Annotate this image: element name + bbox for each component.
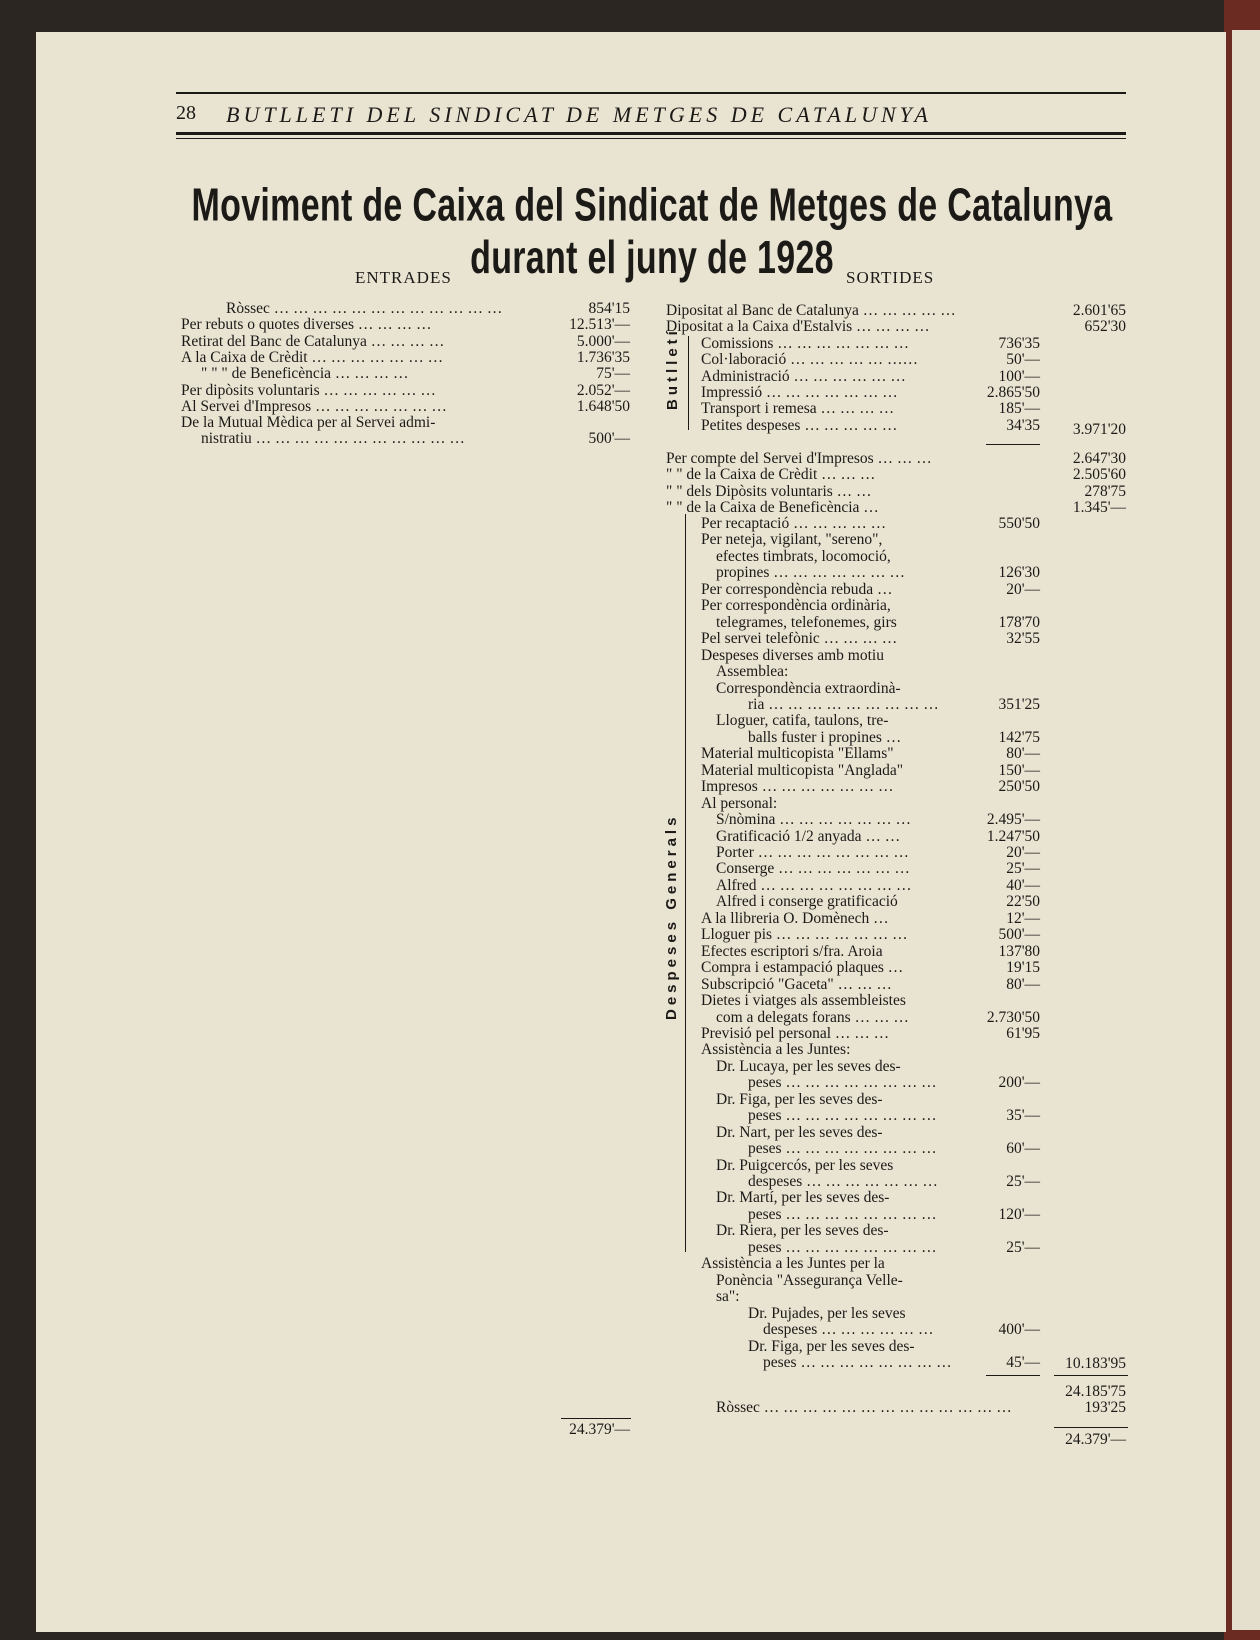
entrades-heading: ENTRADES — [355, 268, 452, 287]
generals-item-label: Dr. Riera, per les seves des- — [716, 1222, 889, 1240]
generals-item-label: peses … … … … … … … … — [748, 1140, 937, 1158]
butlleti-brace — [688, 336, 689, 430]
generals-item-label: Dr. Lucaya, per les seves des- — [716, 1057, 901, 1075]
generals-item-amount: 20'— — [1006, 844, 1040, 861]
generals-item-amount: 25'— — [1006, 1173, 1040, 1190]
generals-item-label: Previsió pel personal … … … — [701, 1024, 890, 1042]
entrades-total: 24.379'— — [569, 1421, 630, 1438]
generals-item-label: Assistència a les Juntes per la — [701, 1255, 885, 1273]
entrades-row-label: Retirat del Banc de Catalunya … … … … — [181, 332, 445, 350]
compte-row-label: " " de la Caixa de Beneficència … — [666, 498, 879, 516]
entrades-row-label: " " " de Beneficència … … … … — [201, 365, 409, 383]
generals-item-label: Gratificació 1/2 anyada … … — [716, 827, 901, 845]
generals-item-amount: 2.495'— — [986, 811, 1040, 829]
entrades-row-label: Al Servei d'Impresos … … … … … … … — [181, 397, 447, 415]
generals-item-label: Per neteja, vigilant, "sereno", — [701, 531, 883, 549]
generals-item-label: Material multicopista "Ellams" — [701, 745, 894, 763]
entrades-row-label: Per dipòsits voluntaris … … … … … … — [181, 381, 436, 399]
butlleti-item-label: Comissions … … … … … … … — [701, 335, 909, 352]
entrades-row-amount: 854'15 — [588, 300, 630, 317]
generals-item-amount: 80'— — [1006, 745, 1040, 763]
generals-item-label: Dr. Puigcercós, per les seves — [716, 1156, 894, 1174]
generals-sum-rule — [986, 1375, 1040, 1376]
generals-item-label: Dr. Figa, per les seves des- — [748, 1337, 915, 1355]
generals-item-amount: 12'— — [1006, 909, 1040, 927]
generals-item-label: Per recaptació … … … … … — [701, 515, 887, 532]
butlleti-item-amount: 50'— — [1006, 351, 1040, 369]
generals-item-label: peses … … … … … … … … — [748, 1074, 937, 1092]
generals-item-label: Ponència "Assegurança Velle- — [716, 1271, 903, 1289]
generals-item-label: telegrames, telefonemes, girs — [716, 613, 897, 631]
generals-brace — [685, 514, 686, 1252]
generals-item-amount: 25'— — [1006, 860, 1040, 878]
generals-item-label: Dietes i viatges als assembleistes — [701, 992, 906, 1010]
entrades-row-amount: 1.648'50 — [576, 397, 630, 415]
generals-item-label: Impresos … … … … … … … — [701, 778, 894, 796]
generals-item-amount: 20'— — [1006, 580, 1040, 598]
generals-item-label: ria … … … … … … … … … — [748, 695, 939, 713]
entrades-row-label: Per rebuts o quotes diverses … … … … — [181, 316, 432, 334]
generals-item-label: peses … … … … … … … … — [748, 1238, 937, 1256]
generals-item-label: S/nòmina … … … … … … … — [716, 811, 912, 829]
sortides-total: 24.379'— — [1065, 1431, 1126, 1448]
butlleti-item-amount: 736'35 — [998, 335, 1040, 352]
generals-item-amount: 22'50 — [1006, 893, 1040, 911]
sortides-subtotal: 24.185'75 — [1065, 1383, 1126, 1400]
page-number: 28 — [176, 102, 196, 124]
generals-item-label: Alfred i conserge gratificació — [716, 893, 898, 911]
generals-item-amount: 250'50 — [998, 778, 1040, 796]
sortides-heading: SORTIDES — [846, 268, 935, 287]
entrades-row-amount: 2.052'— — [576, 381, 630, 399]
generals-item-label: Compra i estampació plaques … — [701, 959, 904, 977]
generals-item-amount: 32'55 — [1006, 630, 1040, 648]
generals-item-amount: 500'— — [998, 926, 1040, 944]
generals-item-amount: 126'30 — [998, 564, 1040, 582]
compte-row-total: 2.647'30 — [1072, 450, 1126, 467]
generals-item-label: com a delegats forans … … … — [716, 1008, 909, 1026]
butlleti-item-label: Col·laboració … … … … … …… — [701, 351, 918, 369]
generals-item-amount: 400'— — [998, 1321, 1040, 1339]
sortides-row-label: Dipositat a la Caixa d'Estalvis … … … … — [666, 318, 930, 336]
generals-item-label: Dr. Martí, per les seves des- — [716, 1189, 890, 1207]
compte-row-total: 278'75 — [1084, 482, 1126, 500]
generals-item-label: Material multicopista "Anglada" — [701, 761, 904, 779]
generals-item-label: efectes timbrats, locomoció, — [716, 547, 891, 565]
generals-item-label: Porter … … … … … … … … — [716, 844, 909, 861]
subtotal-rule — [1054, 1375, 1128, 1376]
generals-item-label: Conserge … … … … … … … — [716, 860, 910, 878]
generals-item-amount: 137'80 — [998, 942, 1040, 960]
entrades-row-label: A la Caixa de Crèdit … … … … … … … — [181, 348, 444, 366]
journal-title: BUTLLETI DEL SINDICAT DE METGES DE CATALUNYA — [226, 102, 932, 127]
generals-item-amount: 351'25 — [998, 695, 1040, 713]
generals-item-label: Lloguer pis … … … … … … … — [701, 926, 908, 944]
generals-item-amount: 1.247'50 — [986, 827, 1040, 845]
generals-item-amount: 19'15 — [1006, 959, 1040, 977]
header-rule-bottom — [176, 132, 1126, 135]
generals-item-amount: 35'— — [1006, 1107, 1040, 1125]
generals-item-label: peses … … … … … … … … — [763, 1353, 952, 1371]
compte-row-total: 2.505'60 — [1072, 466, 1126, 484]
generals-item-label: Per correspondència rebuda … — [701, 580, 893, 598]
page-title: Moviment de Caixa del Sindicat de Metges de Catalunya durant el juny de 1928 — [191, 180, 1113, 284]
generals-item-label: Pel servei telefònic … … … … — [701, 630, 898, 648]
generals-item-label: propines … … … … … … … — [716, 564, 906, 582]
generals-item-label: sa": — [716, 1288, 740, 1306]
generals-item-label: Dr. Pujades, per les seves — [748, 1304, 906, 1322]
generals-item-amount: 2.730'50 — [986, 1008, 1040, 1026]
generals-item-label: Correspondència extraordinà- — [716, 679, 901, 697]
compte-row-total: 1.345'— — [1072, 498, 1126, 516]
entrades-row-label: De la Mutual Mèdica per al Servei admi- — [181, 414, 436, 432]
generals-item-label: Efectes escriptori s/fra. Aroia — [701, 942, 883, 960]
generals-item-label: Per correspondència ordinària, — [701, 597, 891, 615]
compte-row-label: Per compte del Servei d'Impresos … … … — [666, 450, 932, 467]
generals-item-amount: 61'95 — [1006, 1024, 1040, 1042]
butlleti-item-label: Transport i remesa … … … … — [701, 400, 895, 418]
sortides-row-total: 652'30 — [1084, 318, 1126, 336]
generals-item-amount: 200'— — [998, 1074, 1040, 1092]
generals-item-label: Assistència a les Juntes: — [701, 1041, 851, 1059]
generals-item-amount: 45'— — [1006, 1353, 1040, 1371]
generals-label: Despeses Generals — [663, 813, 680, 1020]
butlleti-item-label: Impressió … … … … … … … — [701, 383, 898, 401]
generals-item-amount: 178'70 — [998, 613, 1040, 631]
entrades-row-amount: 75'— — [596, 365, 630, 383]
generals-item-label: Dr. Figa, per les seves des- — [716, 1090, 883, 1108]
entrades-row-label: Ròssec … … … … … … … … … … … … — [226, 300, 503, 317]
generals-item-label: balls fuster i propines … — [748, 728, 902, 746]
generals-item-amount: 25'— — [1006, 1238, 1040, 1256]
header-rule-bottom-2 — [176, 138, 1126, 139]
rossec-amount: 193'25 — [1084, 1399, 1126, 1416]
facing-page-edge — [1232, 30, 1260, 1630]
butlleti-item-amount: 185'— — [998, 400, 1040, 418]
entrades-row-amount: 500'— — [588, 430, 630, 448]
generals-item-label: peses … … … … … … … … — [748, 1107, 937, 1125]
generals-item-amount: 40'— — [1006, 876, 1040, 894]
header-rule-top — [176, 92, 1126, 94]
rossec-label: Ròssec … … … … … … … … … … … … … — [716, 1399, 1012, 1416]
entrades-row-amount: 5.000'— — [576, 332, 630, 350]
butlleti-item-amount: 2.865'50 — [986, 383, 1040, 401]
generals-item-label: Dr. Nart, per les seves des- — [716, 1123, 883, 1141]
generals-item-amount: 60'— — [1006, 1140, 1040, 1158]
butlleti-item-label: Petites despeses … … … … … — [701, 416, 898, 434]
butlleti-item-amount: 34'35 — [1006, 416, 1040, 434]
generals-item-label: Lloguer, catifa, taulons, tre- — [716, 712, 889, 730]
generals-item-label: Despeses diverses amb motiu — [701, 646, 884, 664]
generals-item-label: Al personal: — [701, 794, 778, 812]
compte-row-label: " " dels Dipòsits voluntaris … … — [666, 482, 872, 500]
butlleti-label: Butlletí — [664, 327, 681, 410]
butlleti-sum-rule — [986, 444, 1040, 445]
generals-item-label: A la llibreria O. Domènech … — [701, 909, 889, 927]
butlleti-total: 3.971'20 — [1072, 421, 1126, 438]
generals-item-label: Subscripció "Gaceta" … … … — [701, 975, 892, 993]
sortides-row-total: 2.601'65 — [1072, 302, 1126, 319]
generals-item-label: despeses … … … … … … — [763, 1321, 934, 1339]
generals-item-amount: 150'— — [998, 761, 1040, 779]
generals-item-label: Alfred … … … … … … … … — [716, 876, 912, 894]
sortides-total-rule — [1054, 1427, 1128, 1428]
entrades-row-amount: 1.736'35 — [576, 348, 630, 366]
butlleti-item-label: Administració … … … … … … — [701, 367, 906, 385]
generals-item-label: despeses … … … … … … … — [748, 1173, 938, 1190]
entrades-row-label: nistratiu … … … … … … … … … … … — [201, 430, 465, 448]
butlleti-item-amount: 100'— — [998, 367, 1040, 385]
entrades-row-amount: 12.513'— — [569, 316, 630, 334]
entrades-total-rule — [561, 1418, 631, 1419]
generals-item-amount: 550'50 — [998, 515, 1040, 532]
generals-item-amount: 142'75 — [998, 728, 1040, 746]
compte-row-label: " " de la Caixa de Crèdit … … … — [666, 466, 876, 484]
generals-item-amount: 120'— — [998, 1205, 1040, 1223]
generals-item-amount: 80'— — [1006, 975, 1040, 993]
generals-item-label: Assemblea: — [716, 663, 789, 681]
sortides-row-label: Dipositat al Banc de Catalunya … … … … … — [666, 302, 956, 319]
generals-item-label: peses … … … … … … … … — [748, 1205, 937, 1223]
generals-total: 10.183'95 — [1065, 1355, 1126, 1372]
